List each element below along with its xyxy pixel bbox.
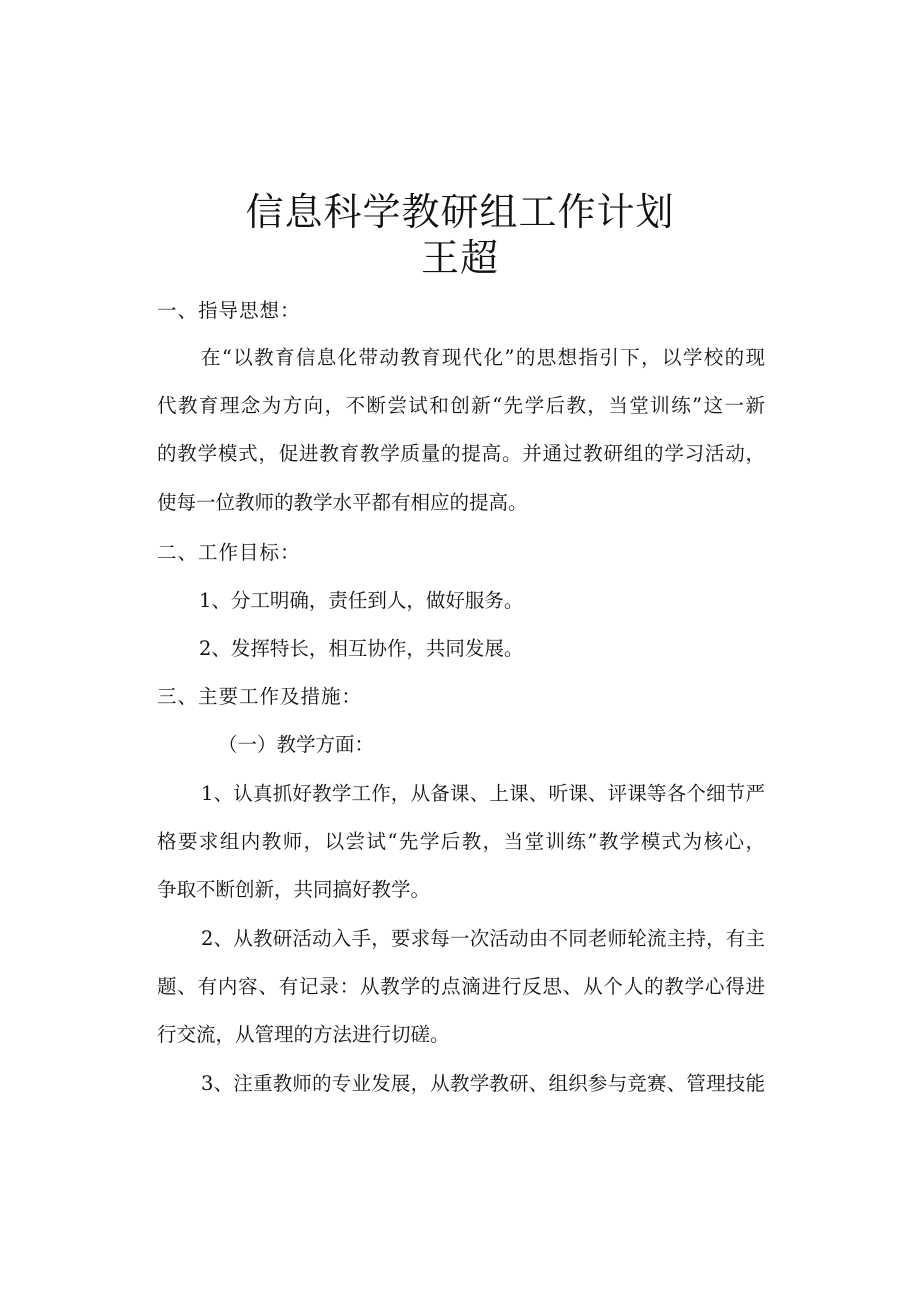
paragraph-line: 争取不断创新，共同搞好教学。: [157, 878, 431, 901]
paragraph-line: 题、有内容、有记录：从教学的点滴进行反思、从个人的教学心得进: [157, 975, 765, 998]
section-heading-guiding-ideology: 一、指导思想：: [157, 299, 301, 322]
paragraph-line: 3、注重教师的专业发展，从教学教研、组织参与竞赛、管理技能: [201, 1072, 765, 1095]
paragraph-line: 格要求组内教师，以尝试“先学后教，当堂训练”教学模式为核心，: [157, 830, 765, 853]
paragraph-line: 的教学模式，促进教育教学质量的提高。并通过教研组的学习活动，: [157, 442, 765, 465]
document-title: 信息科学教研组工作计划: [245, 190, 675, 234]
paragraph-line: 在“以教育信息化带动教育现代化”的思想指引下，以学校的现: [201, 346, 765, 369]
section-heading-main-work: 三、主要工作及措施：: [157, 685, 363, 708]
list-item: 2、发挥特长，相互协作，共同发展。: [199, 637, 524, 660]
list-item: 1、分工明确，责任到人，做好服务。: [199, 589, 524, 612]
section-heading-work-goals: 二、工作目标：: [157, 541, 301, 564]
paragraph-line: 1、认真抓好教学工作，从备课、上课、听课、评课等各个细节严: [201, 782, 765, 805]
paragraph-line: 2、从教研活动入手，要求每一次活动由不同老师轮流主持，有主: [201, 927, 765, 950]
paragraph-line: 行交流，从管理的方法进行切磋。: [157, 1023, 450, 1046]
subsection-heading-teaching: （一）教学方面：: [218, 733, 375, 756]
document-author: 王超: [420, 236, 499, 280]
paragraph-line: 使每一位教师的教学水平都有相应的提高。: [157, 491, 528, 514]
paragraph-line: 代教育理念为方向，不断尝试和创新“先学后教，当堂训练”这一新: [157, 394, 765, 417]
